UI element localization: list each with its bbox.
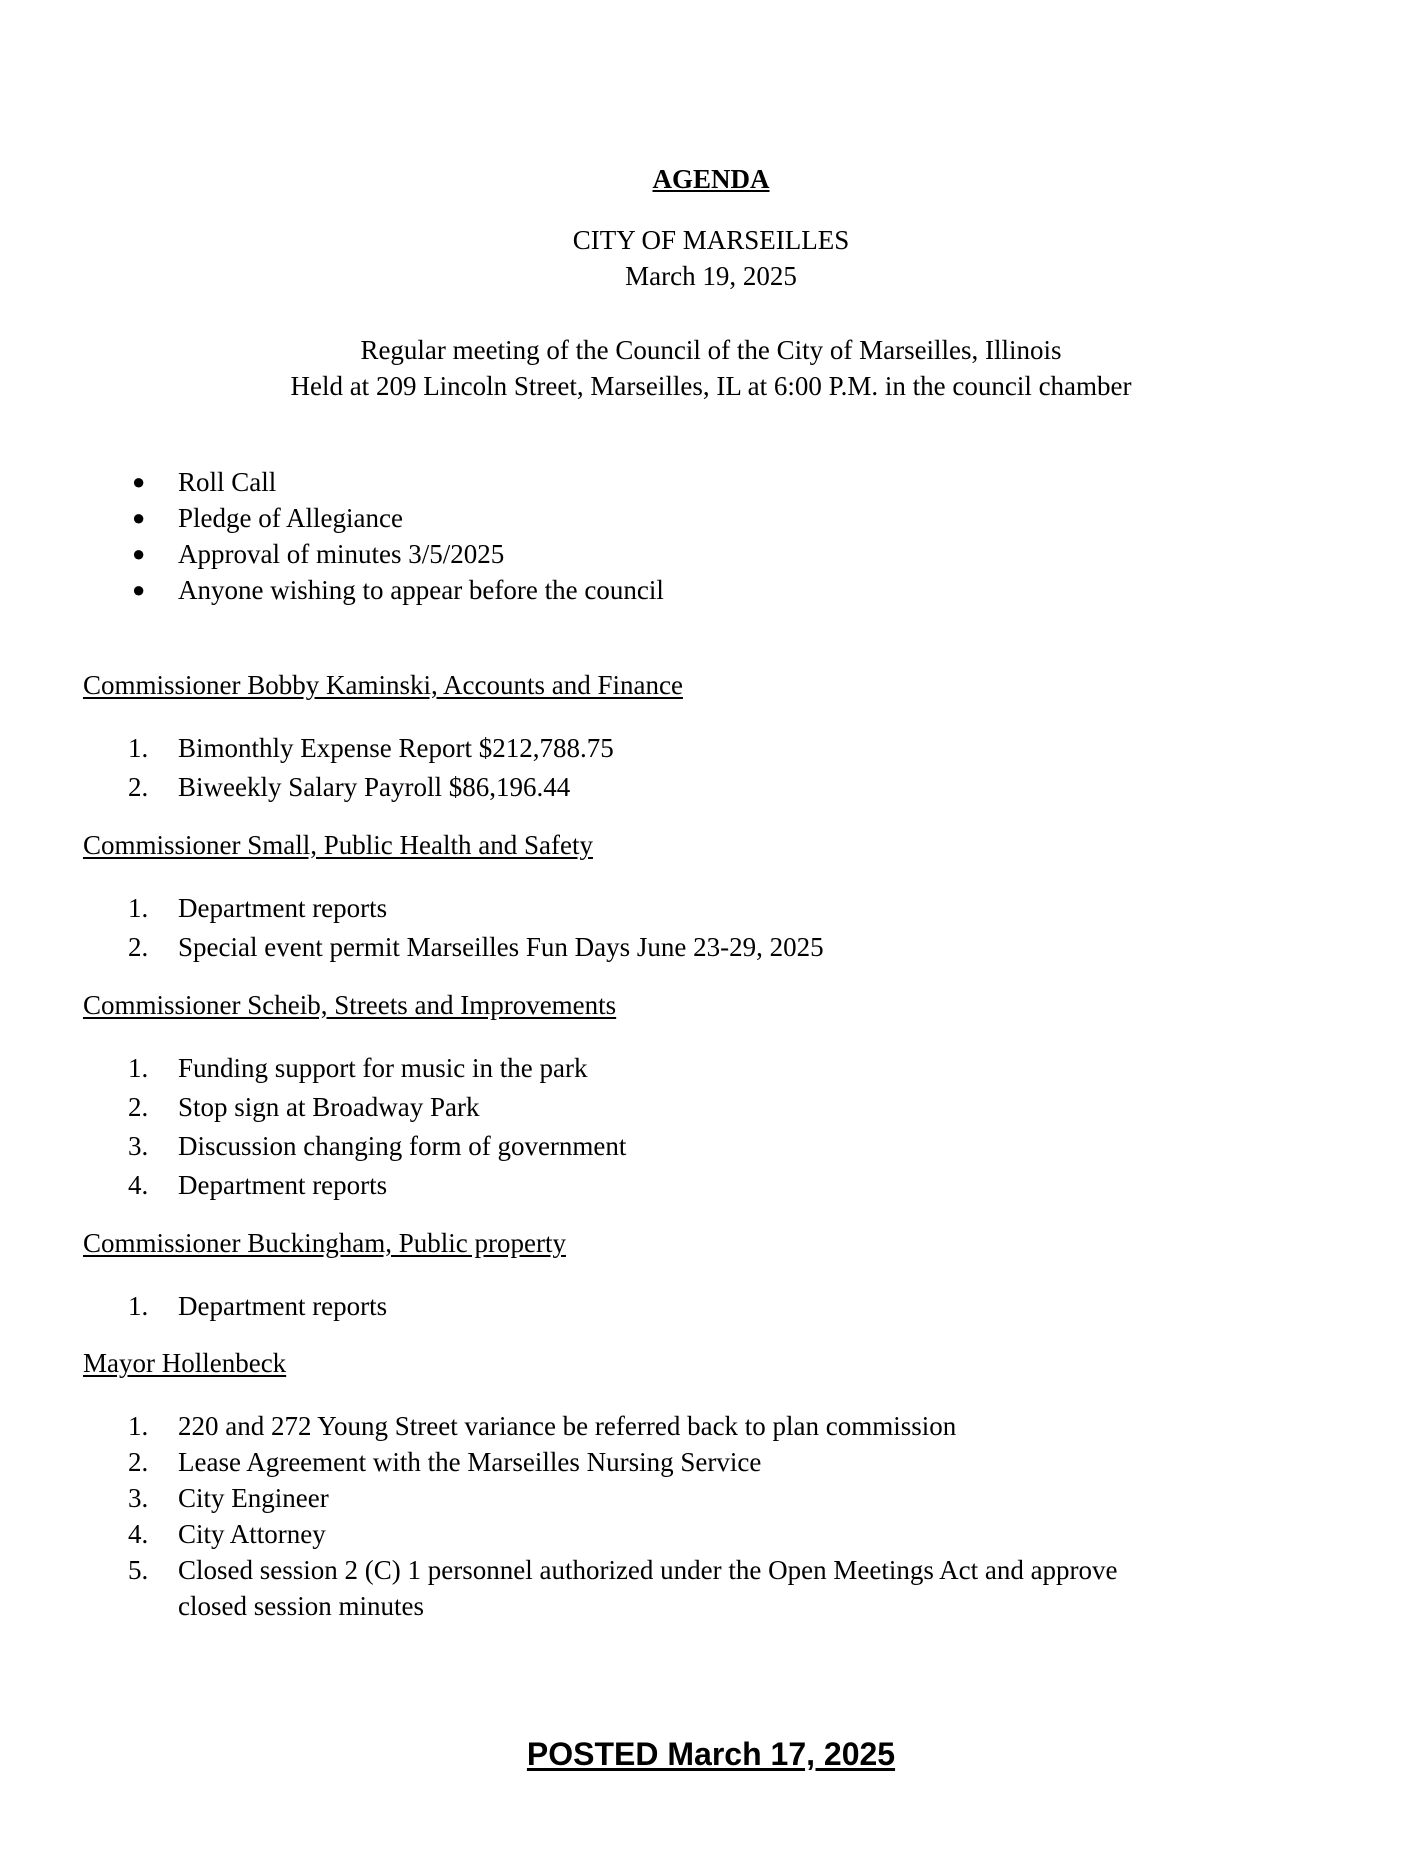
section-heading-mayor: Mayor Hollenbeck <box>83 1348 287 1378</box>
bullet-icon: ● <box>132 577 146 602</box>
section-heading-streets: Commissioner Scheib, Streets and Improvements <box>83 990 617 1020</box>
meeting-description: Regular meeting of the Council of the City of Marseilles, Illinois <box>360 335 1062 365</box>
section-heading-health-safety: Commissioner Small, Public Health and Safety <box>83 830 593 860</box>
meeting-date: March 19, 2025 <box>625 261 797 291</box>
bullet-icon: ● <box>132 469 146 494</box>
section-heading-public-property: Commissioner Buckingham, Public property <box>83 1228 566 1258</box>
meeting-location: Held at 209 Lincoln Street, Marseilles, IL at 6:00 P.M. in the council chamber <box>290 371 1132 401</box>
posted-date: POSTED March 17, 2025 <box>526 1736 896 1772</box>
bullet-icon: ● <box>132 541 146 566</box>
bullet-icon: ● <box>132 505 146 530</box>
city-name: CITY OF MARSEILLES <box>572 225 850 255</box>
section-heading-finance: Commissioner Bobby Kaminski, Accounts and Finance <box>83 670 683 700</box>
document-title: AGENDA <box>652 164 770 194</box>
